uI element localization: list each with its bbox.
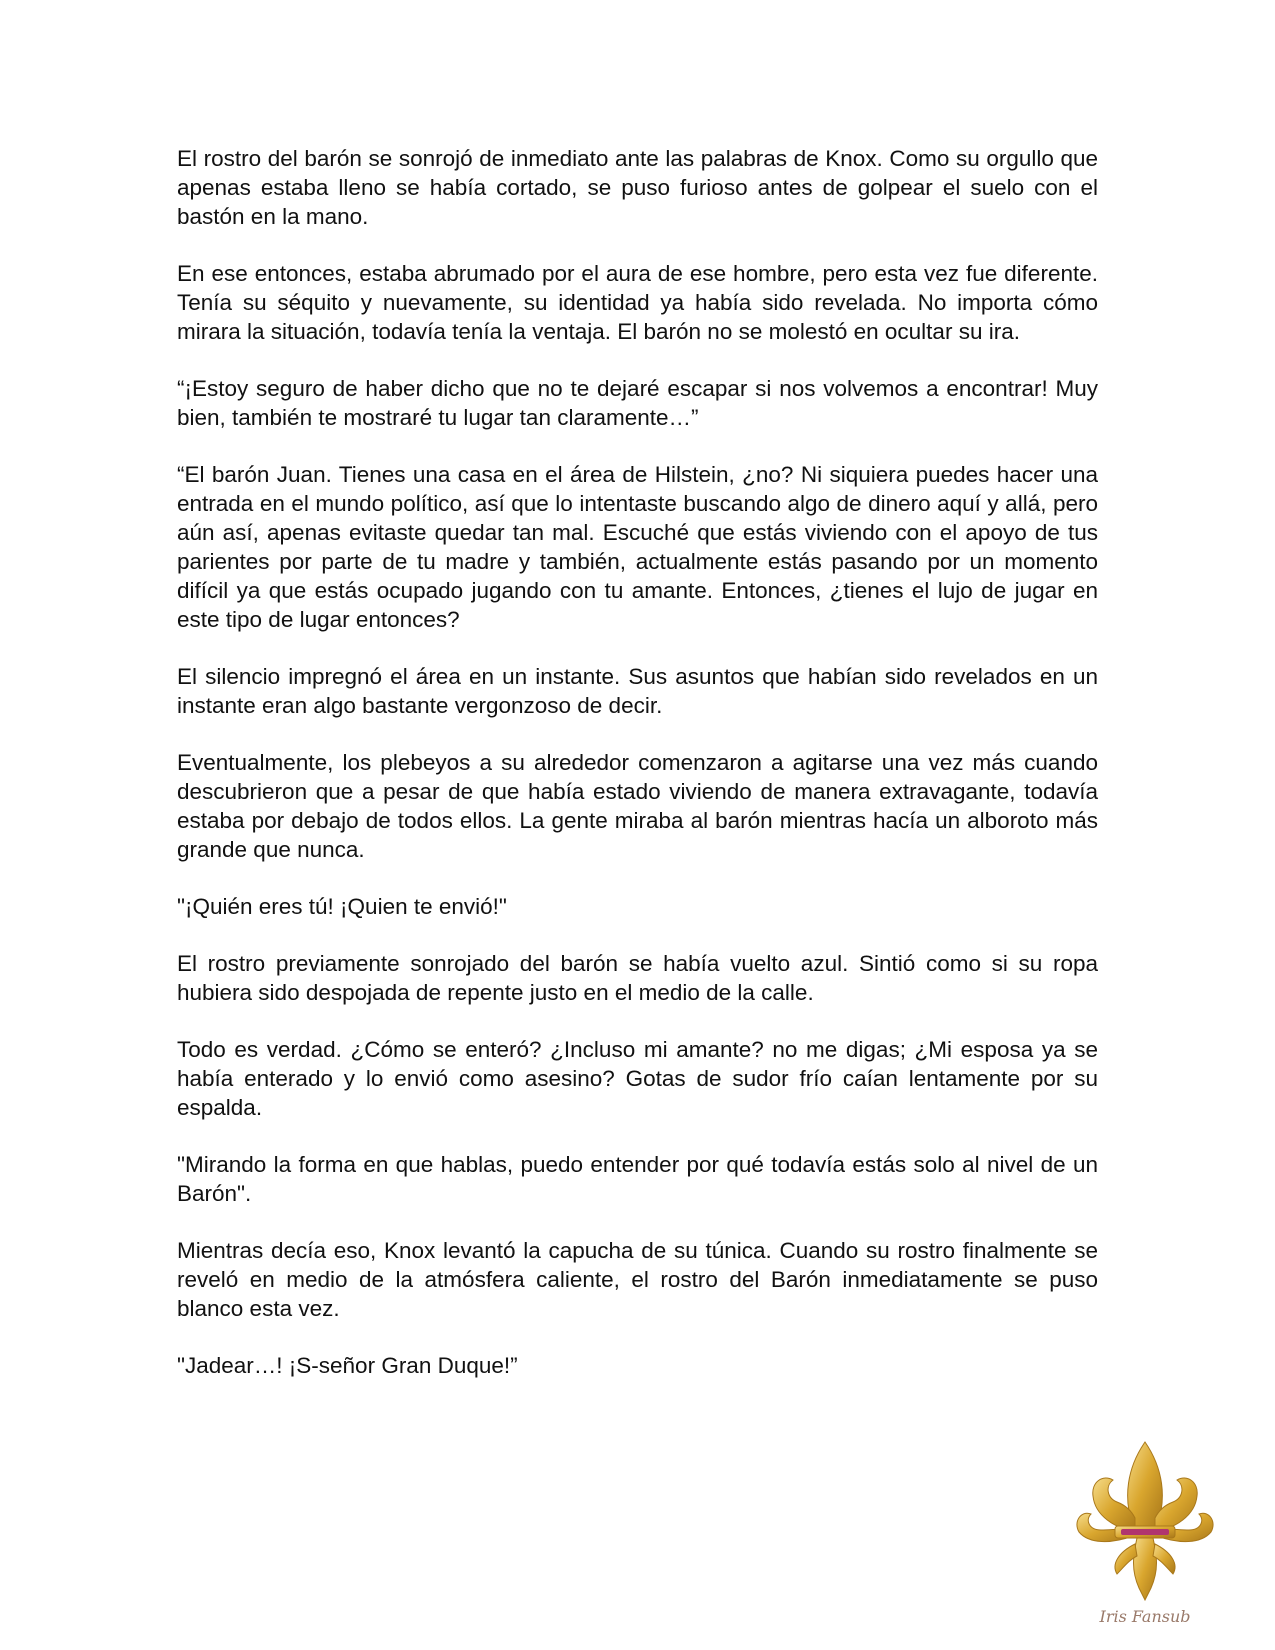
- paragraph: "¡Quién eres tú! ¡Quien te envió!": [177, 894, 507, 919]
- paragraph: "Jadear…! ¡S-señor Gran Duque!”: [177, 1353, 518, 1378]
- fleur-de-lis-icon: [1075, 1440, 1215, 1630]
- paragraph: El rostro previamente sonrojado del barón se había vuelto azul. Sintió como si su ropa hubiera sido despojada de repente justo en el medio de la calle.: [177, 951, 1098, 1005]
- paragraph: En ese entonces, estaba abrumado por el aura de ese hombre, pero esta vez fue diferente. Tenía su séquito y nuevamente, su identidad ya había sido revelada. No importa cómo mirara la situación, todavía tenía la ventaja. El barón no se molestó en ocultar su ira.: [177, 261, 1098, 344]
- paragraph: El silencio impregnó el área en un instante. Sus asuntos que habían sido revelados en un instante eran algo bastante vergonzoso de decir.: [177, 664, 1098, 718]
- fleur-de-lis-logo: [1075, 1440, 1215, 1630]
- paragraph: "Mirando la forma en que hablas, puedo entender por qué todavía estás solo al nivel de un Barón".: [177, 1152, 1098, 1206]
- paragraph: “El barón Juan. Tienes una casa en el área de Hilstein, ¿no? Ni siquiera puedes hacer una entrada en el mundo político, así que lo intentaste buscando algo de dinero aquí y allá, pero aún así, apenas evitaste quedar tan mal. Escuché que estás viviendo con el apoyo de tus parientes por parte de tu madre y también, actualmente estás pasando por un momento difícil ya que estás ocupado jugando con tu amante. Entonces, ¿tienes el lujo de jugar en este tipo de lugar entonces?: [177, 462, 1098, 632]
- logo-signature: Iris Fansub: [1099, 1607, 1191, 1626]
- paragraph: Eventualmente, los plebeyos a su alrededor comenzaron a agitarse una vez más cuando descubrieron que a pesar de que había estado viviendo de manera extravagante, todavía estaba por debajo de todos ellos. La gente miraba al barón mientras hacía un alboroto más grande que nunca.: [177, 750, 1098, 862]
- paragraph: Todo es verdad. ¿Cómo se enteró? ¿Incluso mi amante? no me digas; ¿Mi esposa ya se había enterado y lo envió como asesino? Gotas de sudor frío caían lentamente por su espalda.: [177, 1037, 1098, 1120]
- paragraph: Mientras decía eso, Knox levantó la capucha de su túnica. Cuando su rostro finalmente se reveló en medio de la atmósfera caliente, el rostro del Barón inmediatamente se puso blanco esta vez.: [177, 1238, 1098, 1321]
- page-body: [177, 144, 1098, 1408]
- paragraph: El rostro del barón se sonrojó de inmediato ante las palabras de Knox. Como su orgullo que apenas estaba lleno se había cortado, se puso furioso antes de golpear el suelo con el bastón en la mano.: [177, 146, 1098, 229]
- paragraph: “¡Estoy seguro de haber dicho que no te dejaré escapar si nos volvemos a encontrar! Muy bien, también te mostraré tu lugar tan claramente…”: [177, 376, 1098, 430]
